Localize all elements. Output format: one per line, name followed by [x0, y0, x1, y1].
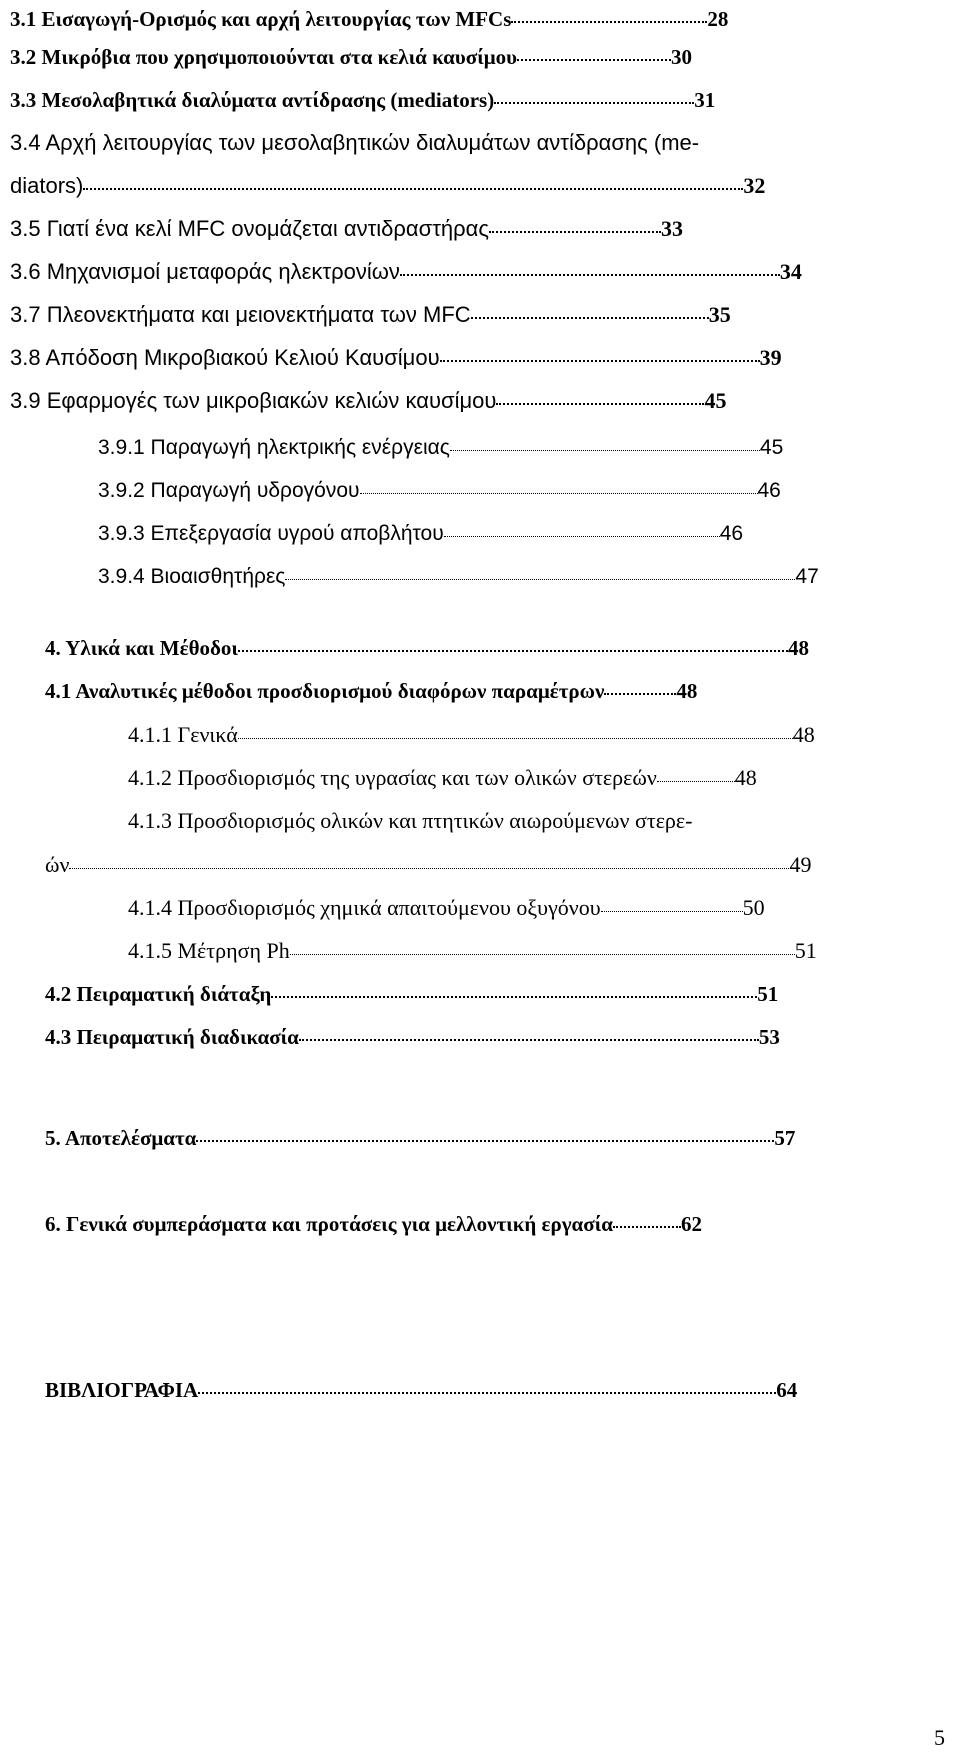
toc-entry-title: 4.2 Πειραματική διάταξη: [45, 982, 272, 1006]
toc-entry-3-9[interactable]: [10, 388, 726, 414]
toc-entry-title: 4.1 Αναλυτικές μέθοδοι προσδιορισμού διαφόρων παραμέτρων: [45, 679, 605, 703]
toc-entry-dots: [450, 434, 760, 454]
toc-entry-4-1-2[interactable]: [128, 765, 757, 791]
toc-entry-3-1[interactable]: [10, 6, 728, 32]
toc-entry-3-9-4[interactable]: [98, 563, 819, 590]
toc-entry-4-1-4[interactable]: [128, 895, 765, 921]
toc-entry-dots: [299, 1024, 759, 1044]
toc-entry-page: 46: [719, 522, 744, 545]
toc-entry-dots: [290, 938, 795, 958]
toc-entry-3-5[interactable]: [10, 216, 683, 242]
toc-entry-title: 3.9.2 Παραγωγή υδρογόνου: [98, 479, 360, 502]
toc-entry-page: 31: [694, 88, 716, 112]
toc-entry-page: 64: [776, 1378, 798, 1402]
toc-entry-title: 4.1.1 Γενικά: [128, 722, 238, 747]
toc-entry-page: 46: [757, 479, 781, 502]
toc-entry-title: 3.8 Απόδοση Μικροβιακού Κελιού Καυσίμου: [10, 345, 440, 370]
toc-entry-title: 5. Αποτελέσματα: [45, 1126, 197, 1150]
toc-entry-title: 3.9.1 Παραγωγή ηλεκτρικής ενέργειας: [98, 436, 450, 459]
toc-entry-4-1-1[interactable]: [128, 722, 815, 748]
toc-entry-title: 3.1 Εισαγωγή-Ορισμός και αρχή λειτουργίας των MFCs: [10, 7, 512, 31]
toc-entry-page: 45: [759, 436, 784, 459]
toc-entry-page: 51: [757, 982, 779, 1006]
toc-entry-title: 4.3 Πειραματική διαδικασία: [45, 1025, 299, 1049]
toc-entry-bibliography[interactable]: [45, 1377, 797, 1403]
toc-entry-title: 4. Υλικά και Μέθοδοι: [45, 636, 238, 660]
toc-entry-dots: [360, 477, 758, 497]
toc-entry-3-9-1[interactable]: [98, 434, 783, 461]
toc-entry-dots: [444, 520, 720, 540]
toc-entry-title: 6. Γενικά συμπεράσματα και προτάσεις για μελλοντική εργασία: [45, 1212, 613, 1236]
toc-entry-dots: [271, 981, 757, 1001]
toc-entry-title: 4.1.2 Προσδιορισμός της υγρασίας και των ολικών στερεών: [128, 765, 657, 790]
toc-entry-3-9-3[interactable]: [98, 520, 743, 547]
toc-entry-page: 53: [758, 1025, 780, 1049]
page-number: 5: [934, 1725, 945, 1750]
toc-entry-page: 30: [671, 45, 693, 69]
toc-entry-3-6[interactable]: [10, 259, 802, 285]
toc-entry-title: 4.1.4 Προσδιορισμός χημικά απαιτούμενου οξυγόνου: [128, 895, 601, 920]
toc-entry-page: 48: [787, 636, 809, 660]
toc-entry-dots: [517, 44, 671, 64]
toc-entry-dots: [511, 6, 707, 26]
toc-entry-page: 48: [676, 679, 698, 703]
toc-entry-page: 48: [792, 722, 815, 747]
toc-entry-title: ών: [45, 852, 70, 877]
toc-entry-title: 3.6 Μηχανισμοί μεταφοράς ηλεκτρονίων: [10, 259, 400, 284]
toc-entry-title: 3.3 Μεσολαβητικά διαλύματα αντίδρασης (mediators): [10, 88, 495, 112]
toc-entry-dots: [657, 765, 735, 785]
toc-entry-dots: [198, 1377, 776, 1397]
toc-entry-dots: [489, 216, 661, 236]
toc-entry-page: 49: [789, 852, 812, 877]
toc-entry-3-4[interactable]: [10, 130, 699, 156]
toc-entry-page: 28: [707, 7, 729, 31]
toc-entry-3-3[interactable]: [10, 87, 715, 113]
toc-entry-dots: [285, 563, 795, 583]
toc-entry-dots: [601, 895, 743, 915]
toc-entry-page: 39: [759, 345, 782, 370]
toc-entry-title: 3.9.3 Επεξεργασία υγρού αποβλήτου: [98, 522, 444, 545]
toc-entry-6[interactable]: [45, 1211, 702, 1237]
toc-entry-dots: [604, 678, 676, 698]
toc-entry-dots: [496, 388, 704, 408]
toc-entry-dots: [238, 635, 788, 655]
toc-entry-3-7[interactable]: [10, 302, 731, 328]
toc-entry-title: 4.1.5 Μέτρηση Ph: [128, 938, 290, 963]
toc-entry-page: 45: [704, 388, 727, 413]
toc-entry-3-9-2[interactable]: [98, 477, 781, 504]
toc-entry-page: 48: [734, 765, 757, 790]
toc-entry-dots: [400, 259, 780, 279]
toc-entry-page: 35: [708, 302, 731, 327]
toc-entry-title: 4.1.3 Προσδιορισμός ολικών και πτητικών αιωρούμενων στερε-: [128, 808, 693, 833]
toc-entry-4[interactable]: [45, 635, 809, 661]
toc-entry-title: 3.5 Γιατί ένα κελί MFC ονομάζεται αντιδραστήρας: [10, 216, 489, 241]
toc-entry-dots: [83, 173, 743, 193]
toc-entry-page: 33: [660, 216, 683, 241]
toc-entry-4-1-5[interactable]: [128, 938, 817, 964]
toc-entry-dots: [196, 1125, 774, 1145]
toc-entry-dots: [238, 722, 793, 742]
toc-entry-page: 51: [794, 938, 817, 963]
toc-entry-5[interactable]: [45, 1125, 795, 1151]
toc-entry-dots: [494, 87, 694, 107]
toc-entry-page: 57: [774, 1126, 796, 1150]
toc-entry-page: 50: [742, 895, 765, 920]
toc-entry-4-2[interactable]: [45, 981, 778, 1007]
toc-entry-page: 32: [743, 173, 766, 198]
toc-entry-page: 47: [795, 565, 819, 588]
toc-entry-4-1-3-cont[interactable]: [45, 852, 811, 878]
toc-entry-title: 3.9 Εφαρμογές των μικροβιακών κελιών καυσίμου: [10, 388, 497, 413]
toc-entry-4-1-3[interactable]: [128, 808, 692, 834]
toc-entry-3-2[interactable]: [10, 44, 692, 70]
toc-entry-title: 3.2 Μικρόβια που χρησιμοποιούνται στα κελιά καυσίμου: [10, 45, 518, 69]
toc-entry-3-8[interactable]: [10, 345, 782, 371]
toc-entry-dots: [440, 345, 760, 365]
toc-entry-page: 34: [779, 259, 802, 284]
toc-entry-4-3[interactable]: [45, 1024, 780, 1050]
toc-entry-title: 3.9.4 Βιοαισθητήρες: [98, 565, 286, 588]
toc-entry-title: diators): [10, 173, 84, 198]
toc-entry-dots: [471, 302, 709, 322]
toc-entry-title: ΒΙΒΛΙΟΓΡΑΦΙΑ: [45, 1378, 199, 1402]
toc-entry-3-4-cont[interactable]: [10, 173, 765, 199]
toc-entry-dots: [613, 1211, 681, 1231]
toc-entry-4-1[interactable]: [45, 678, 697, 704]
toc-entry-title: 3.7 Πλεονεκτήματα και μειονεκτήματα των MFC: [10, 302, 471, 327]
toc-entry-page: 62: [680, 1212, 702, 1236]
toc-entry-dots: [69, 852, 789, 872]
toc-entry-title: 3.4 Αρχή λειτουργίας των μεσολαβητικών διαλυμάτων αντίδρασης (me-: [10, 130, 700, 155]
